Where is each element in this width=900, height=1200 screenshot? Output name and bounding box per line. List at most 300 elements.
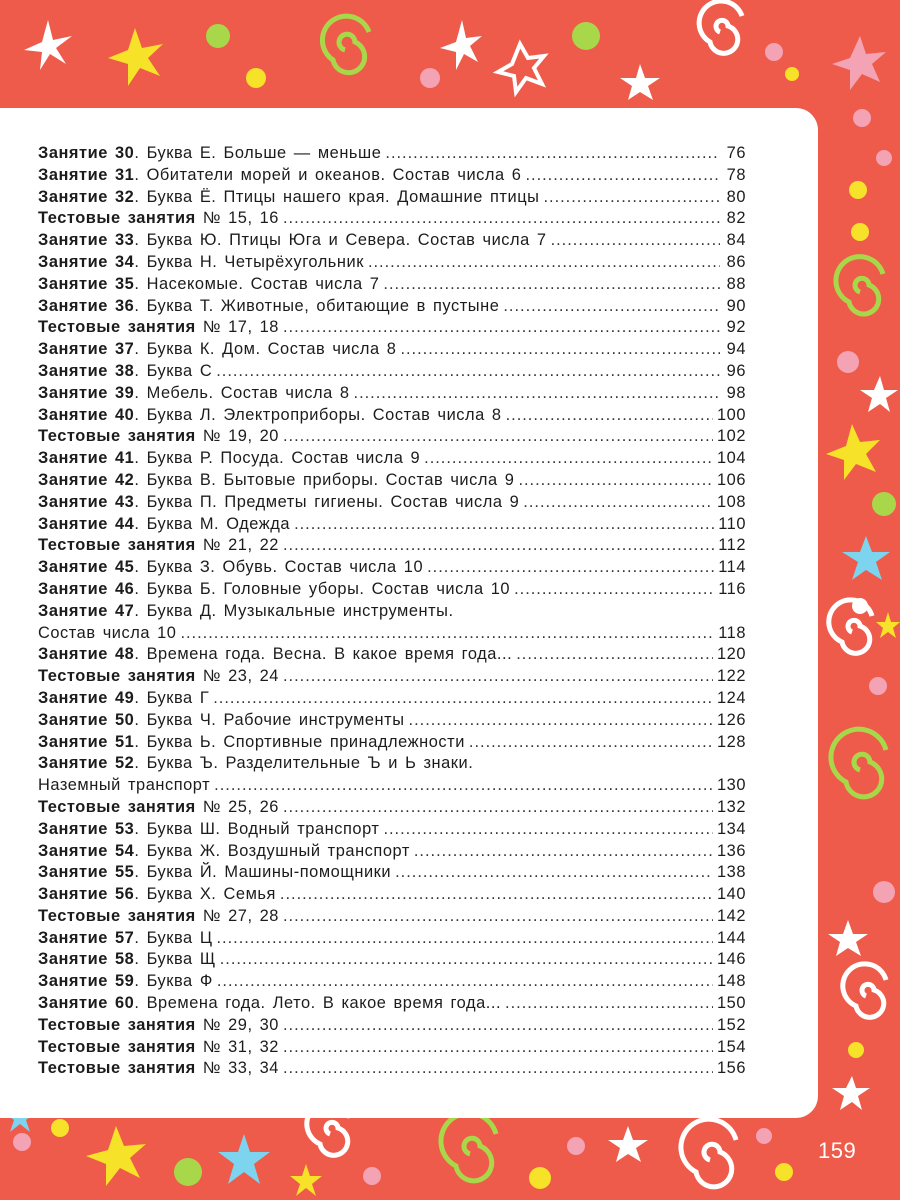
toc-entry-title — [38, 580, 510, 599]
toc-entry[interactable] — [38, 711, 746, 733]
toc-entry-page: 154 — [717, 1037, 746, 1056]
dot-icon — [775, 1163, 793, 1181]
toc-entry-label: Занятие 42 — [38, 470, 135, 489]
toc-entry-title — [38, 515, 290, 534]
toc-entry-text: № 27, 28 — [195, 906, 279, 925]
toc-entry-text: . Буква С — [134, 361, 213, 380]
leader-dots — [283, 1059, 713, 1078]
leader-dots — [385, 144, 720, 163]
leader-dots — [283, 536, 714, 555]
toc-entry-text: . Буква Щ — [134, 950, 216, 969]
dot-icon — [13, 1133, 31, 1151]
dot-icon — [174, 1158, 202, 1186]
toc-entry-page: 126 — [717, 710, 746, 729]
toc-entry-title — [38, 950, 216, 969]
toc-entry-label: Тестовые занятия — [38, 1059, 196, 1078]
leader-dots — [283, 667, 713, 686]
toc-entry-label: Тестовые занятия — [38, 318, 196, 337]
toc-entry-page: 132 — [717, 797, 746, 816]
leader-dots — [283, 318, 720, 337]
toc-entry-page: 96 — [726, 361, 746, 380]
toc-entry-title — [38, 885, 276, 904]
star-icon — [860, 376, 898, 412]
toc-entry[interactable] — [38, 842, 746, 864]
toc-entry-text: . Буква Ч. Рабочие инструменты — [134, 710, 405, 729]
toc-entry-page: 124 — [717, 688, 746, 707]
toc-entry[interactable] — [38, 231, 746, 253]
toc-entry-label: Занятие 49 — [38, 688, 135, 707]
toc-entry-text: . Буква Л. Электроприборы. Состав числа 8 — [134, 405, 502, 424]
toc-entry[interactable] — [38, 907, 746, 929]
toc-entry[interactable] — [38, 384, 746, 406]
leader-dots — [280, 885, 713, 904]
toc-entry-text: № 25, 26 — [195, 797, 279, 816]
toc-entry-title — [38, 972, 213, 991]
toc-entry-page: 114 — [718, 558, 746, 577]
toc-entry-label: Занятие 39 — [38, 383, 135, 402]
toc-entry[interactable] — [38, 166, 746, 188]
star-icon — [498, 44, 544, 92]
toc-entry[interactable] — [38, 1059, 746, 1081]
leader-dots — [283, 1038, 713, 1057]
toc-entry-page: 134 — [717, 819, 746, 838]
toc-entry-page: 152 — [717, 1015, 746, 1034]
toc-entry[interactable] — [38, 776, 746, 798]
toc-entry-page: 80 — [726, 187, 746, 206]
leader-dots — [180, 624, 714, 643]
toc-entry-title — [38, 842, 410, 861]
toc-entry-text: . Буква Н. Четырёхугольник — [134, 252, 364, 271]
toc-entry-title — [38, 602, 454, 621]
leader-dots — [395, 863, 713, 882]
toc-entry[interactable] — [38, 950, 746, 972]
toc-entry-text: . Буква Ш. Водный транспорт — [134, 819, 380, 838]
toc-entry-title — [38, 624, 176, 643]
toc-entry-label: Занятие 31 — [38, 165, 135, 184]
toc-entry[interactable] — [38, 885, 746, 907]
toc-entry[interactable] — [38, 209, 746, 231]
toc-entry-title — [38, 907, 279, 926]
toc-entry-page: 148 — [717, 972, 746, 991]
toc-entry-text: . Насекомые. Состав числа 7 — [134, 274, 380, 293]
toc-entry-label: Занятие 46 — [38, 579, 135, 598]
toc-entry-title — [38, 275, 379, 294]
toc-entry[interactable] — [38, 798, 746, 820]
dot-icon — [872, 492, 896, 516]
toc-entry-title — [38, 863, 391, 882]
toc-entry-text: . Буква Й. Машины-помощники — [134, 863, 392, 882]
toc-entry-label: Тестовые занятия — [38, 1037, 196, 1056]
toc-entry-title — [38, 733, 465, 752]
toc-entry-title — [38, 798, 279, 817]
toc-entry-page: 106 — [717, 470, 746, 489]
toc-entry-label: Занятие 32 — [38, 187, 135, 206]
toc-entry-title — [38, 1059, 279, 1078]
toc-entry-text: . Буква Ъ. Разделительные Ъ и Ь знаки. — [134, 754, 474, 773]
toc-entry-text: . Буква К. Дом. Состав числа 8 — [134, 340, 397, 359]
toc-entry[interactable] — [38, 820, 746, 842]
toc-entry-page: 82 — [726, 209, 746, 228]
toc-entry-text: . Буква Ц — [134, 928, 213, 947]
leader-dots — [414, 842, 713, 861]
toc-entry[interactable] — [38, 733, 746, 755]
toc-entry-title — [38, 253, 364, 272]
leader-dots — [217, 929, 714, 948]
toc-entry-text: № 15, 16 — [195, 209, 279, 228]
toc-entry-text: . Буква Ь. Спортивные принадлежности — [134, 732, 465, 751]
toc-entry-text: . Буква Ж. Воздушный транспорт — [134, 841, 410, 860]
toc-entry-text: . Буква Ю. Птицы Юга и Севера. Состав числа 7 — [134, 231, 547, 250]
star-icon — [832, 36, 886, 90]
toc-entry-page: 84 — [726, 231, 746, 250]
spiral-icon — [829, 600, 872, 654]
leader-dots — [409, 711, 713, 730]
star-icon — [620, 64, 660, 100]
toc-entry-page: 140 — [717, 885, 746, 904]
leader-dots — [214, 776, 713, 795]
toc-entry-title — [38, 689, 209, 708]
toc-entry[interactable] — [38, 602, 746, 624]
leader-dots — [283, 798, 713, 817]
leader-dots — [283, 907, 713, 926]
toc-entry-text: . Мебель. Состав числа 8 — [134, 383, 350, 402]
toc-entry-label: Занятие 34 — [38, 252, 135, 271]
toc-entry-title — [38, 754, 473, 773]
toc-entry-label: Занятие 36 — [38, 296, 135, 315]
toc-entry-label: Занятие 53 — [38, 819, 135, 838]
toc-entry[interactable] — [38, 689, 746, 711]
toc-entry-label: Занятие 55 — [38, 863, 135, 882]
star-icon — [832, 1076, 870, 1110]
leader-dots — [503, 297, 720, 316]
leader-dots — [383, 820, 713, 839]
page-number: 159 — [818, 1138, 857, 1163]
dot-icon — [873, 881, 895, 903]
toc-entry-label: Тестовые занятия — [38, 536, 196, 555]
toc-entry-text: Наземный транспорт — [38, 776, 211, 795]
star-icon — [876, 612, 900, 638]
toc-entry-title — [38, 667, 279, 686]
toc-entry[interactable] — [38, 188, 746, 210]
toc-entry[interactable] — [38, 493, 746, 515]
toc-entry-page: 100 — [717, 405, 746, 424]
toc-entry-text: . Буква Р. Посуда. Состав числа 9 — [134, 449, 421, 468]
spiral-icon — [843, 964, 886, 1018]
toc-entry-title — [38, 427, 279, 446]
toc-entry-page: 118 — [718, 623, 746, 642]
dot-icon — [849, 181, 867, 199]
toc-entry-label: Занятие 30 — [38, 144, 135, 162]
toc-entry-text: . Буква Ф — [134, 972, 213, 991]
dot-icon — [363, 1167, 381, 1185]
dot-icon — [876, 150, 892, 166]
dot-icon — [567, 1137, 585, 1155]
toc-entry-text: . Времена года. Весна. В какое время года... — [134, 645, 513, 664]
leader-dots — [506, 406, 713, 425]
toc-entry-text: № 19, 20 — [195, 427, 279, 446]
toc-entry-title — [38, 536, 279, 555]
toc-entry[interactable] — [38, 427, 746, 449]
toc-entry[interactable] — [38, 863, 746, 885]
toc-entry-text: . Буква З. Обувь. Состав числа 10 — [134, 558, 424, 577]
toc-entry-title — [38, 645, 512, 664]
toc-entry[interactable] — [38, 536, 746, 558]
toc-entry-label: Тестовые занятия — [38, 906, 196, 925]
toc-entry-page: 142 — [717, 906, 746, 925]
toc-entry[interactable] — [38, 318, 746, 340]
toc-entry-label: Занятие 52 — [38, 754, 135, 773]
toc-entry-page: 144 — [717, 928, 746, 947]
toc-entry-label: Тестовые занятия — [38, 1015, 196, 1034]
star-icon — [440, 20, 482, 70]
toc-entry-text: . Буква Д. Музыкальные инструменты. — [134, 601, 454, 620]
toc-entry-page: 102 — [717, 427, 746, 446]
toc-entry[interactable] — [38, 624, 746, 646]
toc-entry-label: Занятие 33 — [38, 231, 135, 250]
toc-entry-text: Состав числа 10 — [38, 623, 177, 642]
toc-entry-title — [38, 1038, 279, 1057]
toc-entry-page: 150 — [717, 994, 746, 1013]
toc-entry-title — [38, 318, 279, 337]
leader-dots — [216, 362, 720, 381]
dot-icon — [837, 351, 859, 373]
leader-dots — [551, 231, 720, 250]
toc-entry[interactable] — [38, 297, 746, 319]
toc-entry-text: . Времена года. Лето. В какое время года... — [134, 994, 502, 1013]
dot-icon — [785, 67, 799, 81]
leader-dots — [514, 580, 714, 599]
toc-entry[interactable] — [38, 754, 746, 776]
toc-entry-title — [38, 994, 501, 1013]
toc-entry[interactable] — [38, 645, 746, 667]
toc-entry-text: . Обитатели морей и океанов. Состав числа 6 — [134, 165, 522, 184]
toc-entry-title — [38, 297, 499, 316]
toc-entry-title — [38, 449, 420, 468]
toc-entry-label: Занятие 43 — [38, 492, 135, 511]
toc-entry-page: 122 — [717, 667, 746, 686]
toc-entry-title — [38, 493, 519, 512]
toc-entry-label: Занятие 50 — [38, 710, 135, 729]
leader-dots — [283, 427, 713, 446]
leader-dots — [523, 493, 713, 512]
leader-dots — [427, 558, 714, 577]
toc-entry[interactable] — [38, 253, 746, 275]
toc-entry-label: Занятие 44 — [38, 514, 135, 533]
toc-entry-label: Занятие 51 — [38, 732, 135, 751]
toc-entry-label: Занятие 56 — [38, 885, 135, 904]
toc-entry-text: № 17, 18 — [195, 318, 279, 337]
dot-icon — [246, 68, 266, 88]
toc-entry-label: Тестовые занятия — [38, 797, 196, 816]
toc-entry[interactable] — [38, 1038, 746, 1060]
toc-entry[interactable] — [38, 406, 746, 428]
toc-entry-label: Тестовые занятия — [38, 427, 196, 446]
toc-entry-text: № 33, 34 — [195, 1059, 279, 1078]
star-icon — [608, 1126, 648, 1162]
toc-entry-label: Занятие 38 — [38, 361, 135, 380]
dot-icon — [765, 43, 783, 61]
toc-entry-text: . Буква Т. Животные, обитающие в пустыне — [134, 296, 500, 315]
toc-entry-page: 112 — [718, 536, 746, 555]
dot-icon — [853, 109, 871, 127]
toc-entry-title — [38, 209, 279, 228]
toc-entry-label: Занятие 45 — [38, 558, 135, 577]
toc-entry-title — [38, 188, 539, 207]
toc-entry-label: Занятие 37 — [38, 340, 135, 359]
toc-entry-page: 92 — [726, 318, 746, 337]
leader-dots — [543, 188, 720, 207]
toc-entry-label: Занятие 48 — [38, 645, 135, 664]
leader-dots — [283, 209, 720, 228]
toc-entry-text: № 31, 32 — [195, 1037, 279, 1056]
star-icon — [86, 1126, 146, 1186]
toc-entry[interactable] — [38, 340, 746, 362]
toc-entry-page: 138 — [717, 863, 746, 882]
toc-entry-title — [38, 471, 514, 490]
toc-entry-text: . Буква М. Одежда — [134, 514, 291, 533]
dot-icon — [756, 1128, 772, 1144]
leader-dots — [213, 689, 713, 708]
spiral-icon — [681, 1119, 736, 1187]
toc-entry-page: 88 — [726, 274, 746, 293]
star-icon — [290, 1164, 322, 1196]
toc-entry[interactable] — [38, 667, 746, 689]
toc-entry-title — [38, 406, 502, 425]
toc-entry[interactable] — [38, 515, 746, 537]
dot-icon — [869, 677, 887, 695]
toc-entry-label: Занятие 47 — [38, 601, 135, 620]
toc-entry[interactable] — [38, 929, 746, 951]
toc-entry-title — [38, 144, 381, 163]
toc-entry-title — [38, 231, 547, 250]
toc-entry-page: 136 — [717, 841, 746, 860]
toc-entry-label: Тестовые занятия — [38, 209, 196, 228]
toc-entry-label: Занятие 58 — [38, 950, 135, 969]
leader-dots — [505, 994, 713, 1013]
dot-icon — [851, 223, 869, 241]
toc-entry-title — [38, 929, 213, 948]
toc-entry[interactable] — [38, 558, 746, 580]
toc-entry-title — [38, 820, 379, 839]
leader-dots — [217, 972, 713, 991]
toc-entry-text: № 23, 24 — [195, 667, 279, 686]
dot-icon — [51, 1119, 69, 1137]
toc-entry-label: Занятие 41 — [38, 449, 135, 468]
toc-entry-title — [38, 776, 210, 795]
toc-entry-label: Занятие 35 — [38, 274, 135, 293]
toc-entry[interactable] — [38, 994, 746, 1016]
toc-entry-text: . Буква Г — [134, 688, 210, 707]
dot-icon — [206, 24, 230, 48]
toc-entry[interactable] — [38, 362, 746, 384]
leader-dots — [469, 733, 713, 752]
leader-dots — [368, 253, 720, 272]
toc-entry[interactable] — [38, 1016, 746, 1038]
toc-entry-title — [38, 166, 521, 185]
spiral-icon — [322, 16, 369, 73]
toc-entry-text: № 21, 22 — [195, 536, 279, 555]
spiral-icon — [699, 1, 742, 53]
leader-dots — [383, 275, 720, 294]
toc-entry-text: . Буква В. Бытовые приборы. Состав числа 9 — [134, 470, 515, 489]
toc-entry-title — [38, 711, 405, 730]
toc-entry-title — [38, 362, 212, 381]
leader-dots — [424, 449, 713, 468]
toc-entry-label: Тестовые занятия — [38, 667, 196, 686]
toc-entry-page: 156 — [717, 1059, 746, 1078]
spiral-icon — [831, 729, 886, 797]
toc-entry[interactable] — [38, 144, 746, 166]
toc-entry-title — [38, 558, 423, 577]
toc-entry-page: 86 — [726, 252, 746, 271]
toc-entry-page: 78 — [726, 165, 746, 184]
star-icon — [826, 424, 880, 480]
toc-entry-title — [38, 340, 396, 359]
toc-entry-label: Занятие 57 — [38, 928, 135, 947]
toc-entry[interactable] — [38, 972, 746, 994]
leader-dots — [354, 384, 720, 403]
toc-entry-text: . Буква Х. Семья — [134, 885, 276, 904]
dot-icon — [572, 22, 600, 50]
toc-entry-label: Занятие 60 — [38, 994, 135, 1013]
toc-entry-label: Занятие 40 — [38, 405, 135, 424]
toc-entry-page: 120 — [717, 645, 746, 664]
toc-entry-page: 146 — [717, 950, 746, 969]
toc-entry-page: 128 — [717, 732, 746, 751]
leader-dots — [294, 515, 714, 534]
leader-dots — [220, 950, 713, 969]
toc-entry-page: 104 — [717, 449, 746, 468]
toc-entry-page: 94 — [726, 340, 746, 359]
leader-dots — [283, 1016, 713, 1035]
toc-entry[interactable] — [38, 580, 746, 602]
leader-dots — [516, 645, 713, 664]
toc-entry[interactable] — [38, 449, 746, 471]
toc-entry-page: 98 — [726, 383, 746, 402]
toc-entry-title — [38, 384, 350, 403]
toc-entry-text: . Буква Ё. Птицы нашего края. Домашние птицы — [134, 187, 540, 206]
toc-entry-page: 90 — [726, 296, 746, 315]
toc-entry-text: . Буква Е. Больше — меньше — [134, 144, 382, 162]
table-of-contents — [38, 144, 746, 1081]
toc-entry-text: . Буква Б. Головные уборы. Состав числа 10 — [134, 579, 511, 598]
star-icon — [24, 20, 72, 70]
toc-entry[interactable] — [38, 471, 746, 493]
toc-entry-page: 130 — [717, 776, 746, 795]
toc-entry-label: Занятие 54 — [38, 841, 135, 860]
star-icon — [108, 28, 163, 86]
star-icon — [842, 536, 890, 580]
spiral-icon — [836, 257, 883, 314]
toc-entry-label: Занятие 59 — [38, 972, 135, 991]
leader-dots — [400, 340, 720, 359]
toc-entry-text: № 29, 30 — [195, 1015, 279, 1034]
toc-entry-page: 76 — [726, 144, 746, 162]
star-icon — [828, 920, 868, 956]
toc-entry[interactable] — [38, 275, 746, 297]
toc-entry-page: 116 — [718, 579, 746, 598]
star-icon — [218, 1134, 270, 1184]
dot-icon — [848, 1042, 864, 1058]
toc-entry-page: 110 — [718, 514, 746, 533]
spiral-icon — [441, 1113, 496, 1181]
toc-entry-title — [38, 1016, 279, 1035]
leader-dots — [518, 471, 713, 490]
dot-icon — [529, 1167, 551, 1189]
leader-dots — [525, 166, 720, 185]
toc-entry-text: . Буква П. Предметы гигиены. Состав числа 9 — [134, 492, 520, 511]
dot-icon — [420, 68, 440, 88]
